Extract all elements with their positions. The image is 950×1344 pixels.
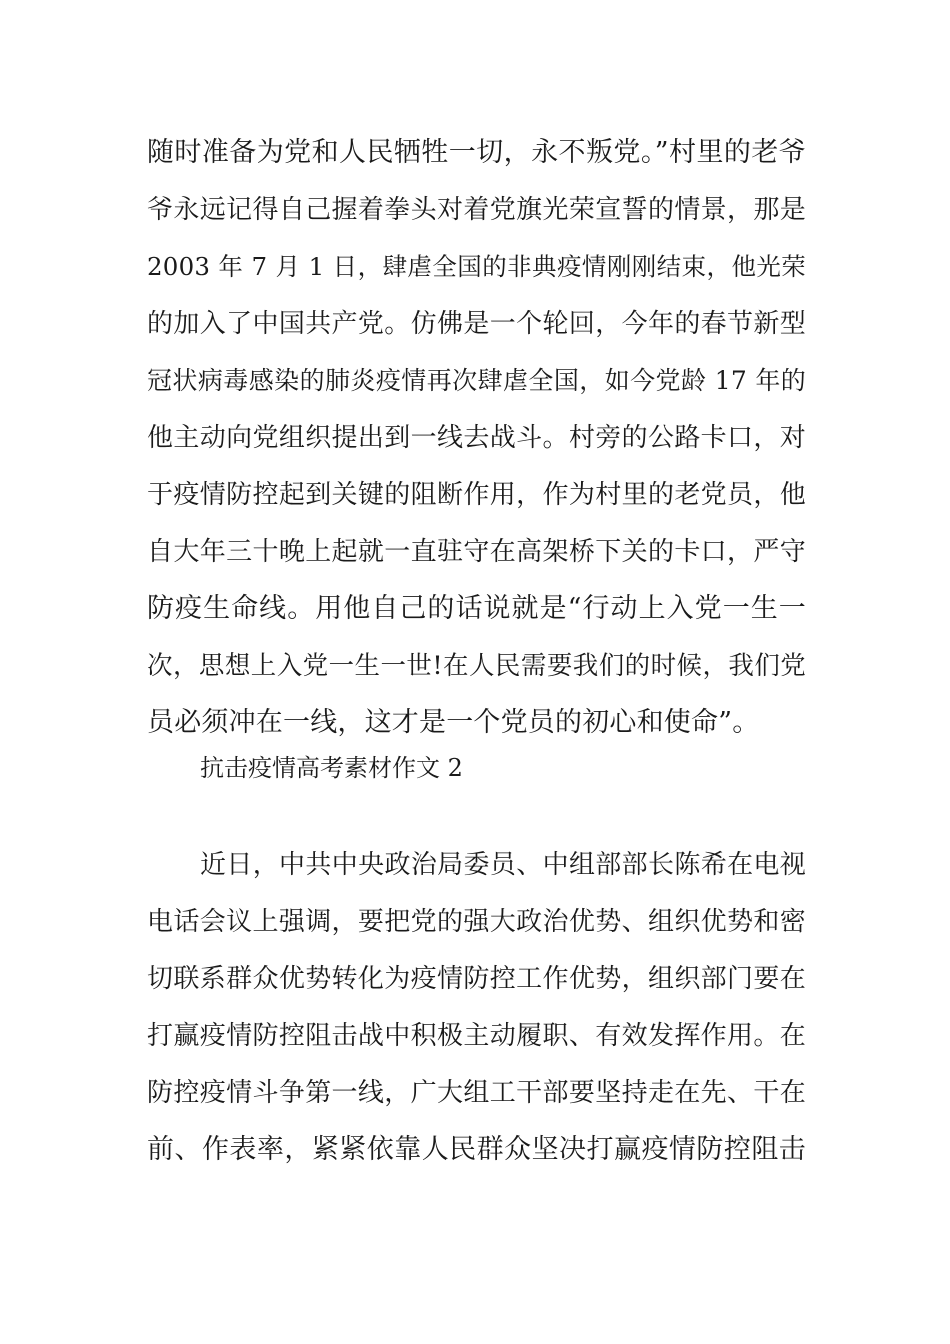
paragraph-line: 打赢疫情防控阻击战中积极主动履职、有效发挥作用。在 [147, 1021, 806, 1051]
paragraph-line: 近日，中共中央政治局委员、中组部部长陈希在电视 [200, 850, 806, 880]
paragraph-line: 前、作表率，紧紧依靠人民群众坚决打赢疫情防控阻击 [147, 1134, 806, 1165]
paragraph-line: 的加入了中国共产党。仿佛是一个轮回，今年的春节新型 [147, 309, 806, 339]
paragraph-line: 自大年三十晚上起就一直驻守在高架桥下关的卡口，严守 [147, 537, 806, 567]
paragraph-line: 防疫生命线。用他自己的话说就是“行动上入党一生一 [147, 593, 806, 624]
paragraph-line: 随时准备为党和人民牺牲一切，永不叛党。”村里的老爷 [147, 137, 806, 168]
paragraph-line: 电话会议上强调，要把党的强大政治优势、组织优势和密 [147, 907, 806, 937]
paragraph-line: 冠状病毒感染的肺炎疫情再次肆虐全国，如今党龄 17 年的 [147, 366, 806, 395]
paragraph-line: 爷永远记得自己握着拳头对着党旗光荣宣誓的情景，那是 [147, 195, 806, 225]
paragraph-line: 他主动向党组织提出到一线去战斗。村旁的公路卡口，对 [147, 423, 806, 453]
paragraph-line: 次，思想上入党一生一世!在人民需要我们的时候，我们党 [147, 651, 806, 681]
paragraph-line: 2003 年 7 月 1 日，肆虐全国的非典疫情刚刚结束，他光荣 [147, 252, 806, 281]
section-heading: 抗击疫情高考素材作文 2 [200, 754, 463, 782]
paragraph-line: 防控疫情斗争第一线，广大组工干部要坚持走在先、干在 [147, 1078, 806, 1108]
paragraph-line: 于疫情防控起到关键的阻断作用，作为村里的老党员，他 [147, 480, 806, 510]
paragraph-line: 员必须冲在一线，这才是一个党员的初心和使命”。 [147, 707, 760, 738]
paragraph-line: 切联系群众优势转化为疫情防控工作优势，组织部门要在 [147, 964, 806, 994]
